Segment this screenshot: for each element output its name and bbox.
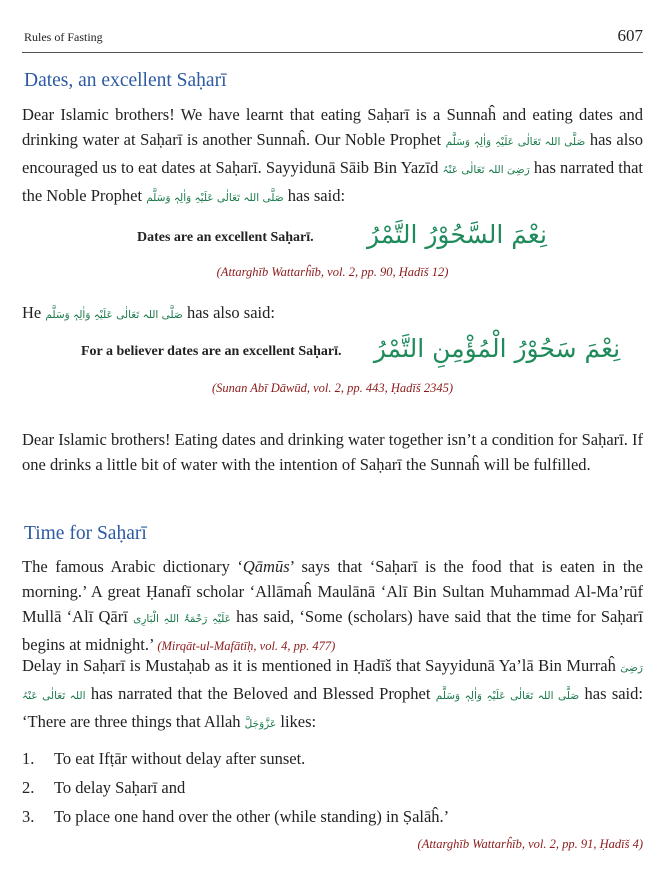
salutation-glyph: صَلَّی اللہ تَعَالٰی عَلَیْہِ وَاٰلِہٖ وَسَلَّم (445, 136, 586, 148)
salutation-glyph: صَلَّی اللہ تَعَالٰی عَلَیْہِ وَاٰلِہٖ وَسَلَّم (146, 192, 284, 204)
paragraph-qamus: The famous Arabic dictionary ‘Qāmūs’ says that ‘Saḥarī is the food that is eaten in the morning.’ A great Ḥanafī scholar ‘Allāmaĥ Maulānā ‘Alī Bin Sultan Muhammad Al-Ma’rūf Mullā ‘Alī Qārī عَلَیْہِ رَحْمَۃُ اللہِ الْبَارِی has said, ‘Some (scholars) have said that the time for Saḥarī begins at midnight.’ (Mirqāt-ul-Mafātīḥ, vol. 4, pp. 477) (22, 557, 643, 654)
salutation-glyph: رَضِیَ اللہ تَعَالٰی عَنْہُ (22, 662, 643, 702)
running-header (22, 26, 643, 53)
paragraph-dates-intro: Dear Islamic brothers! We have learnt that eating Saḥarī is a Sunnaĥ and eating dates and drinking water at Saḥarī is another Sunnaĥ. Our Noble Prophet صَلَّی اللہ تَعَالٰی عَلَیْہِ وَاٰلِہٖ وَسَلَّم has also encouraged us to eat dates at Saḥarī. Sayyidunā Sāib Bin Yazīd رَضِیَ اللہ تَعَالٰی عَنْہُ has narrated that the Noble Prophet صَلَّی اللہ تَعَالٰی عَلَیْہِ وَاٰلِہٖ وَسَلَّم has said: (22, 105, 643, 205)
section-heading-time: Time for Saḥarī (24, 523, 147, 544)
hadith-quote-2 (22, 334, 643, 374)
list-item: 3. To place one hand over the other (while standing) in Ṣalāĥ.’ (22, 807, 450, 826)
reference-citation: (Sunan Abī Dāwūd, vol. 2, pp. 443, Ḥadīš 2345) (211, 381, 454, 395)
page-number: 607 (617, 26, 643, 45)
salutation-glyph: صَلَّی اللہ تَعَالٰی عَلَیْہِ وَاٰلِہٖ وَسَلَّم (435, 690, 580, 702)
paragraph-delay-sahari: Delay in Saḥarī is Mustaḥab as it is mentioned in Ḥadīš that Sayyidunā Ya’lā Bin Murraĥ رَضِیَ اللہ تَعَالٰی عَنْہُ has narrated that the Beloved and Blessed Prophet صَلَّی اللہ تَعَالٰی عَلَیْہِ وَاٰلِہٖ وَسَلَّم has said: ‘There are three things that Allah عَزَّوَجَلَّ likes: (22, 656, 643, 731)
running-title: Rules of Fasting (24, 30, 103, 44)
quote-english: For a believer dates are an excellent Saḥarī. (81, 344, 342, 359)
three-things-list (22, 744, 643, 831)
quote-arabic: نِعْمَ سَحُوْرُ الْمُؤْمِنِ التَّمْرُ (373, 334, 621, 363)
salutation-glyph: عَزَّوَجَلَّ (244, 718, 277, 730)
paragraph-water-condition: Dear Islamic brothers! Eating dates and drinking water together isn’t a condition for Saḥarī. If one drinks a little bit of water with the intention of Saḥarī the Sunnaĥ will be fulfilled. (22, 430, 643, 474)
list-item: 2. To delay Saḥarī and (22, 778, 186, 797)
list-item: 1. To eat Ifṭār without delay after sunset. (22, 749, 306, 768)
paragraph-he-also-said: He صَلَّی اللہ تَعَالٰی عَلَیْہِ وَاٰلِہٖ وَسَلَّم has also said: (22, 303, 275, 322)
quote-arabic: نِعْمَ السَّحُوْرُ التَّمْرُ (367, 220, 547, 249)
section-heading-dates: Dates, an excellent Saḥarī (24, 70, 227, 91)
hadith-quote-1 (22, 220, 643, 260)
salutation-glyph: صَلَّی اللہ تَعَالٰی عَلَیْہِ وَاٰلِہٖ وَسَلَّم (45, 309, 183, 321)
salutation-glyph: عَلَیْہِ رَحْمَۃُ اللہِ الْبَارِی (133, 613, 231, 625)
reference-citation: (Attarghīb Wattarĥīb, vol. 2, pp. 90, Ḥadīš 12) (216, 265, 449, 279)
inline-reference: (Mirqāt-ul-Mafātīḥ, vol. 4, pp. 477) (157, 639, 336, 653)
salutation-glyph: رَضِیَ اللہ تَعَالٰی عَنْہُ (442, 164, 530, 176)
quote-english: Dates are an excellent Saḥarī. (137, 230, 314, 245)
reference-citation: (Attarghīb Wattarĥīb, vol. 2, pp. 91, Ḥadīš 4) (417, 837, 643, 851)
